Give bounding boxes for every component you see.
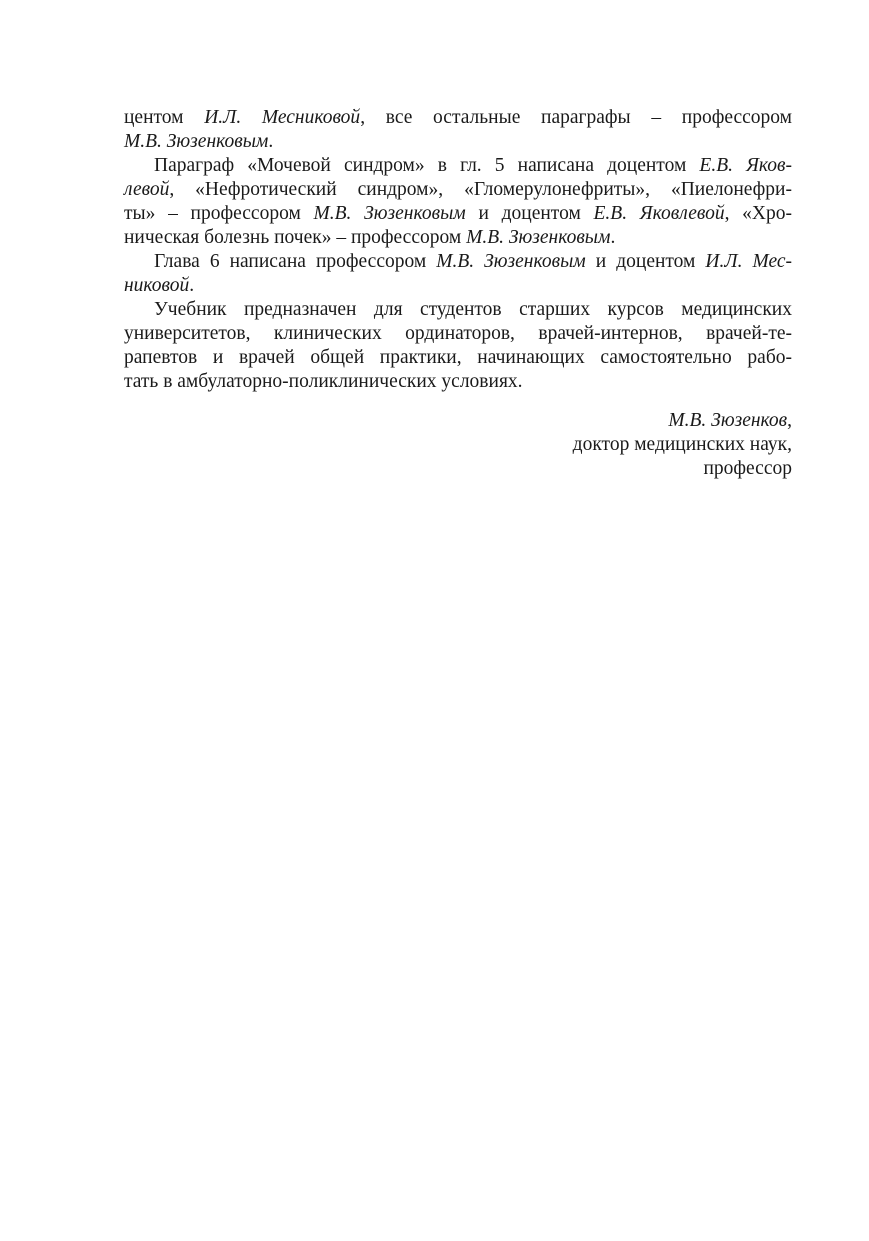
signature-comma: , bbox=[787, 410, 792, 431]
author-name: Е.В. Яков- bbox=[699, 155, 792, 176]
text-run: , все остальные параграфы – профессором bbox=[360, 107, 792, 128]
signature-title: профессор bbox=[703, 458, 792, 479]
text-run: . bbox=[189, 275, 195, 296]
paragraph-2-line-4 bbox=[124, 226, 792, 250]
text-run: . bbox=[610, 227, 616, 248]
author-name: И.Л. Месниковой bbox=[204, 107, 361, 128]
signature-degree: доктор медицинских наук, bbox=[572, 434, 792, 455]
text-run: и доцентом bbox=[465, 203, 594, 224]
paragraph-4-line-2: университетов, клинических ординаторов, врачей-интернов, врачей-те- bbox=[124, 323, 792, 344]
author-name: И.Л. Мес- bbox=[705, 251, 792, 272]
paragraph-3-line-1 bbox=[124, 250, 792, 274]
paragraph-4-line-4: тать в амбулаторно-поликлинических условиях. bbox=[124, 371, 523, 392]
text-run: Глава 6 написана профессором bbox=[154, 251, 437, 272]
paragraph-2-line-2 bbox=[124, 178, 792, 202]
author-name: Е.В. Яковлевой bbox=[593, 203, 725, 224]
text-run: ническая болезнь почек» – профессором bbox=[124, 227, 467, 248]
paragraph-2-line-1 bbox=[124, 154, 792, 178]
paragraph-4-line-3: рапевтов и врачей общей практики, начинающих самостоятельно рабо- bbox=[124, 347, 792, 368]
paragraph-3-line-2 bbox=[124, 274, 792, 298]
paragraph-1-line-1 bbox=[124, 106, 792, 130]
text-run: центом bbox=[124, 107, 205, 128]
paragraph-2-line-3 bbox=[124, 202, 792, 226]
author-name: никовой bbox=[124, 275, 190, 296]
text-run: . bbox=[268, 131, 274, 152]
text-run: и доцентом bbox=[585, 251, 706, 272]
signature-name: М.В. Зюзенков bbox=[668, 410, 788, 431]
text-run: , «Хро- bbox=[724, 203, 792, 224]
author-name: М.В. Зюзенковым bbox=[124, 131, 269, 152]
paragraph-4-line-1: Учебник предназначен для студентов старших курсов медицинских bbox=[154, 299, 792, 320]
author-name: М.В. Зюзенковым bbox=[313, 203, 466, 224]
text-run: ты» – профессором bbox=[124, 203, 314, 224]
author-name: М.В. Зюзенковым bbox=[466, 227, 611, 248]
signature-name-line bbox=[124, 409, 792, 433]
text-run: Параграф «Мочевой синдром» в гл. 5 написана доцентом bbox=[154, 155, 700, 176]
paragraph-1-line-2 bbox=[124, 130, 792, 154]
signature-block bbox=[124, 409, 792, 481]
text-run: , «Нефротический синдром», «Гломерулонефриты», «Пиелонефри- bbox=[169, 179, 792, 200]
body-text bbox=[124, 106, 792, 394]
author-name: М.В. Зюзенковым bbox=[436, 251, 586, 272]
author-name: левой bbox=[124, 179, 170, 200]
